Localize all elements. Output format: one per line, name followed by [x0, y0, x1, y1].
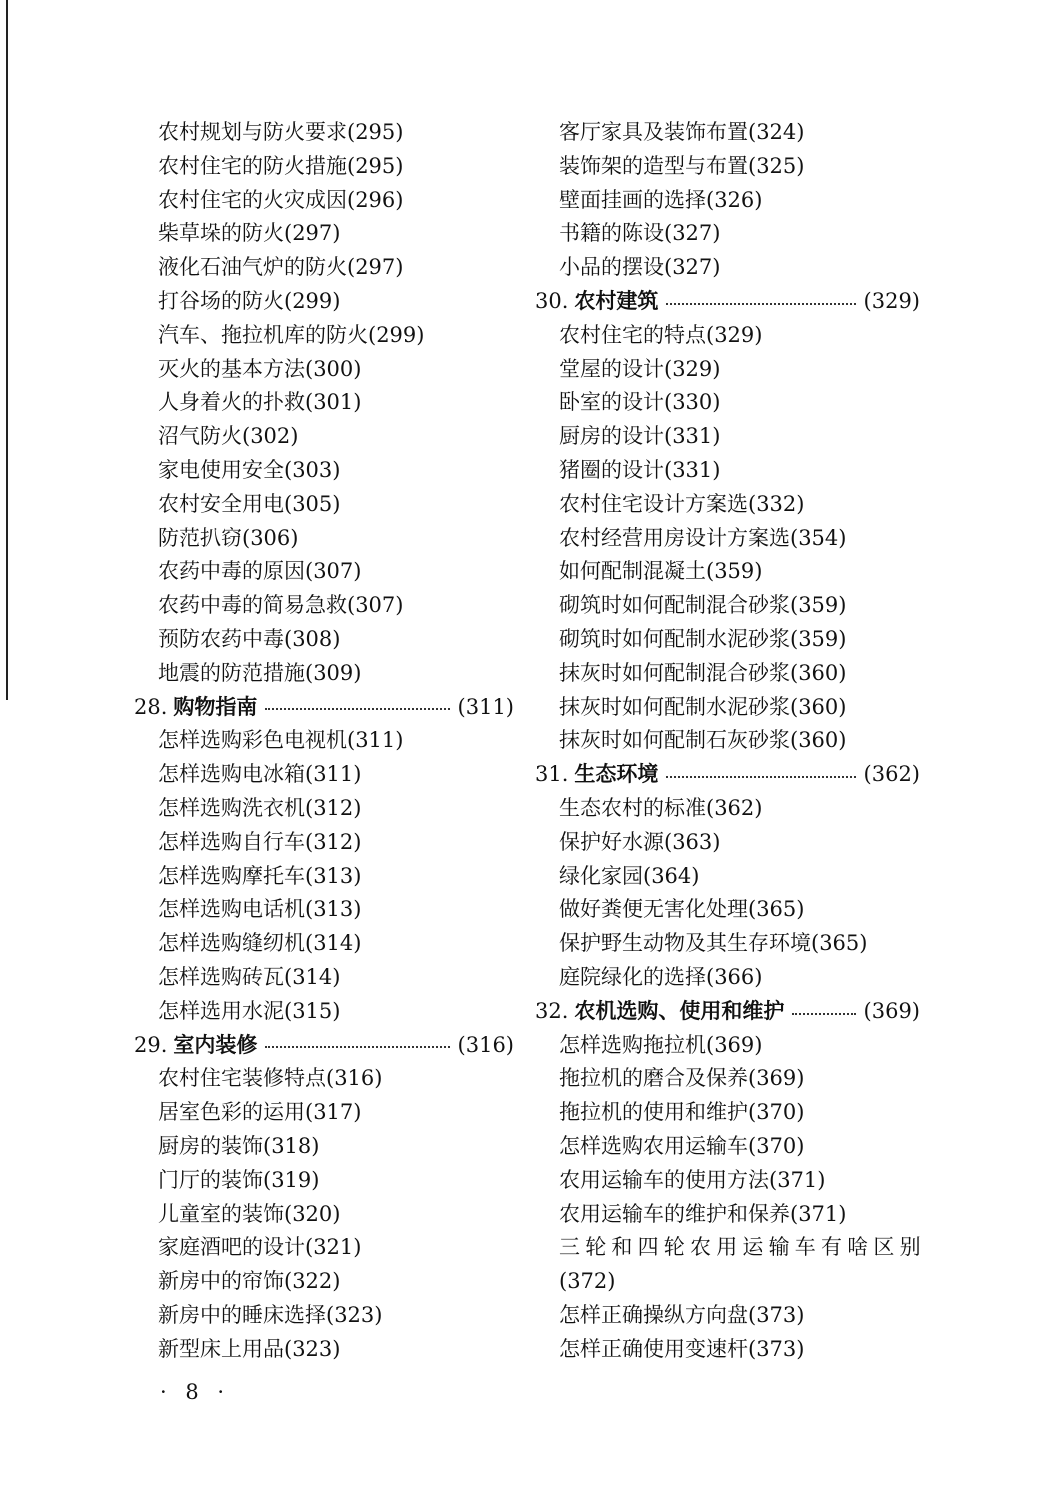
toc-entry: 怎样选购拖拉机(369) — [559, 1032, 763, 1057]
toc-entry: 猪圈的设计(331) — [559, 457, 721, 482]
toc-entry: 庭院绿化的选择(366) — [559, 964, 763, 989]
toc-entry: 灭火的基本方法(300) — [158, 356, 362, 381]
section-title: 购物指南 — [173, 694, 258, 719]
toc-entry: 怎样选购彩色电视机(311) — [158, 728, 404, 753]
toc-entry: 砌筑时如何配制水泥砂浆(359) — [559, 626, 847, 651]
toc-entry: 防范扒窃(306) — [158, 525, 299, 550]
toc-entry: 农村安全用电(305) — [158, 491, 341, 516]
toc-entry: 怎样正确使用变速杆(373) — [559, 1336, 805, 1361]
toc-entry: (372) — [559, 1269, 616, 1294]
toc-entry: 怎样选购电话机(313) — [158, 897, 362, 922]
toc-entry: 怎样正确操纵方向盘(373) — [559, 1302, 805, 1327]
toc-entry: 书籍的陈设(327) — [559, 221, 721, 246]
toc-entry: 液化石油气炉的防火(297) — [158, 255, 404, 280]
toc-entry: 农用运输车的维护和保养(371) — [559, 1201, 847, 1226]
section-page-number: (316) — [457, 1032, 514, 1057]
section-title: 室内装修 — [173, 1032, 258, 1057]
toc-entry: 家电使用安全(303) — [158, 457, 341, 482]
toc-entry: 绿化家园(364) — [559, 863, 700, 888]
section-number: 32. — [535, 998, 569, 1023]
toc-entry: 新房中的睡床选择(323) — [158, 1302, 383, 1327]
toc-entry: 地震的防范措施(309) — [158, 660, 362, 685]
toc-section-heading — [535, 285, 920, 319]
toc-entry: 堂屋的设计(329) — [559, 356, 721, 381]
toc-entry: 儿童室的装饰(320) — [158, 1201, 341, 1226]
dot-leader — [792, 1013, 855, 1015]
section-title: 生态环境 — [574, 762, 659, 787]
toc-entry: 怎样选购洗衣机(312) — [158, 795, 362, 820]
toc-entry: 抹灰时如何配制水泥砂浆(360) — [559, 694, 847, 719]
section-title: 农机选购、使用和维护 — [574, 998, 785, 1023]
toc-entry: 壁面挂画的选择(326) — [559, 187, 763, 212]
toc-section-heading — [535, 758, 920, 792]
toc-entry: 三轮和四轮农用运输车有啥区别 — [559, 1235, 926, 1260]
toc-entry: 家庭酒吧的设计(321) — [158, 1235, 362, 1260]
section-number: 30. — [535, 288, 569, 313]
toc-entry: 生态农村的标准(362) — [559, 795, 763, 820]
toc-entry: 农用运输车的使用方法(371) — [559, 1167, 826, 1192]
toc-entry: 新房中的帘饰(322) — [158, 1269, 341, 1294]
toc-entry: 卧室的设计(330) — [559, 390, 721, 415]
toc-entry: 新型床上用品(323) — [158, 1336, 341, 1361]
toc-entry: 农村规划与防火要求(295) — [158, 120, 404, 144]
toc-entry: 居室色彩的运用(317) — [158, 1100, 362, 1125]
toc-entry: 怎样选购砖瓦(314) — [158, 964, 341, 989]
section-number: 28. — [134, 694, 168, 719]
toc-entry: 农村住宅装修特点(316) — [158, 1066, 383, 1091]
toc-entry: 农村住宅的火灾成因(296) — [158, 187, 404, 212]
toc-left-column — [134, 116, 514, 1366]
toc-entry: 保护野生动物及其生存环境(365) — [559, 931, 868, 956]
toc-entry: 农村住宅设计方案选(332) — [559, 491, 805, 516]
page-number: · 8 · — [160, 1380, 231, 1404]
toc-entry: 农药中毒的简易急救(307) — [158, 593, 404, 618]
dot-leader — [666, 303, 855, 305]
toc-entry: 农村住宅的防火措施(295) — [158, 153, 404, 178]
dot-leader — [265, 708, 449, 710]
toc-entry: 做好粪便无害化处理(365) — [559, 897, 805, 922]
toc-entry: 拖拉机的磨合及保养(369) — [559, 1066, 805, 1091]
toc-entry: 怎样选购农用运输车(370) — [559, 1133, 805, 1158]
toc-section-heading — [535, 995, 920, 1029]
toc-entry: 柴草垛的防火(297) — [158, 221, 341, 246]
section-page-number: (329) — [863, 288, 920, 313]
toc-entry: 预防农药中毒(308) — [158, 626, 341, 651]
section-title: 农村建筑 — [574, 288, 659, 313]
toc-entry: 农药中毒的原因(307) — [158, 559, 362, 584]
toc-entry: 怎样选购自行车(312) — [158, 829, 362, 854]
toc-entry: 门厅的装饰(319) — [158, 1167, 320, 1192]
dot-leader — [666, 776, 855, 778]
toc-entry: 厨房的装饰(318) — [158, 1133, 320, 1158]
toc-section-heading — [134, 1029, 514, 1063]
toc-section-heading — [134, 691, 514, 725]
toc-entry: 农村住宅的特点(329) — [559, 322, 763, 347]
toc-entry: 怎样选用水泥(315) — [158, 998, 341, 1023]
toc-entry: 拖拉机的使用和维护(370) — [559, 1100, 805, 1125]
toc-entry: 农村经营用房设计方案选(354) — [559, 525, 847, 550]
toc-right-column — [535, 116, 926, 1366]
toc-entry: 小品的摆设(327) — [559, 255, 721, 280]
dot-leader — [265, 1046, 449, 1048]
section-page-number: (362) — [863, 762, 920, 787]
toc-entry: 怎样选购摩托车(313) — [158, 863, 362, 888]
toc-entry: 人身着火的扑救(301) — [158, 390, 362, 415]
toc-entry: 客厅家具及装饰布置(324) — [559, 120, 805, 144]
section-page-number: (311) — [457, 694, 514, 719]
section-page-number: (369) — [863, 998, 920, 1023]
toc-entry: 打谷场的防火(299) — [158, 288, 341, 313]
toc-entry: 汽车、拖拉机库的防火(299) — [158, 322, 425, 347]
toc-entry: 沼气防火(302) — [158, 424, 299, 449]
toc-entry: 抹灰时如何配制石灰砂浆(360) — [559, 728, 847, 753]
toc-entry: 砌筑时如何配制混合砂浆(359) — [559, 593, 847, 618]
toc-entry: 保护好水源(363) — [559, 829, 721, 854]
toc-entry: 如何配制混凝土(359) — [559, 559, 763, 584]
section-number: 31. — [535, 762, 569, 787]
section-number: 29. — [134, 1032, 168, 1057]
toc-entry: 装饰架的造型与布置(325) — [559, 153, 805, 178]
toc-entry: 怎样选购缝纫机(314) — [158, 931, 362, 956]
page-edge-line — [6, 0, 8, 700]
toc-entry: 抹灰时如何配制混合砂浆(360) — [559, 660, 847, 685]
toc-entry: 怎样选购电冰箱(311) — [158, 762, 362, 787]
toc-entry: 厨房的设计(331) — [559, 424, 721, 449]
